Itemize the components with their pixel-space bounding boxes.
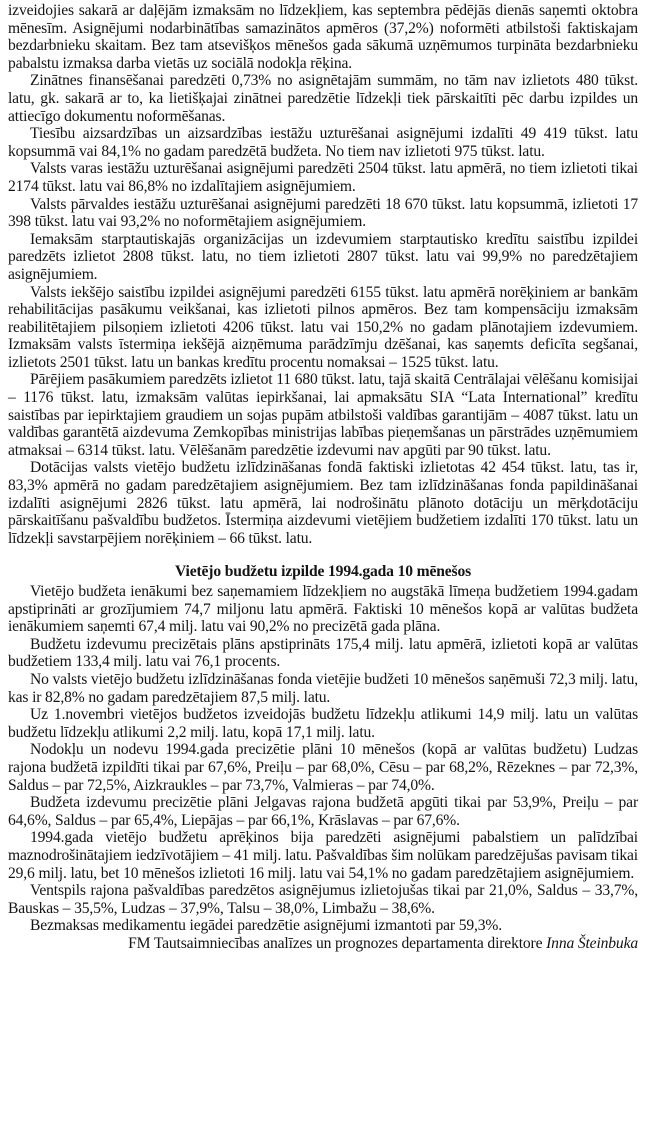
paragraph: Valsts iekšējo saistību izpildei asignējumi paredzēti 6155 tūkst. latu apmērā norēķiniem ar bankām rehabilitācijas pasākumu veikšanai, kas izlietoti pilnos apmēros. Bez tam kompensāciju izmaksām reabilitētajiem pilsoņiem izlietoti 4206 tūkst. latu vai 150,2% no gadam plānotajiem izdevumiem. Izmaksām valsts īstermiņa iekšējā aizņēmuma parādzīmju dzēšanai, kas saņemts deficīta segšanai, izlietots 2501 tūkst. latu un bankas kredītu procentu nomaksai – 1525 tūkst. latu. [8, 283, 638, 371]
paragraph: Budžeta izdevumu precizētie plāni Jelgavas rajona budžetā apgūti tikai par 53,9%, Preiļu – par 64,6%, Saldus – par 65,4%, Liepājas – par 66,1%, Krāslavas – par 67,6%. [8, 794, 638, 829]
paragraph: Dotācijas valsts vietējo budžetu izlīdzināšanas fondā faktiski izlietotas 42 454 tūkst. latu, tas ir, 83,3% apmērā no gadam paredzētajiem asignējumiem. Bez tam izlīdzināšanas fonda papildināšanai izdalīti asignējumi 2826 tūkst. latu apmērā, lai nodrošinātu plānoto dotāciju un mērķdotāciju pārskaitīšanu pašvaldību budžetos. Īstermiņa aizdevumi vietējiem budžetiem izdalīti 170 tūkst. latu un līdzekļi savstarpējiem norēķiniem – 66 tūkst. latu. [8, 459, 638, 547]
paragraph: 1994.gada vietējo budžetu aprēķinos bija paredzēti asignējumi pabalstiem un palīdzībai maznodrošinātajiem iedzīvotājiem – 41 milj. latu. Pašvaldības šim nolūkam paredzējušas pavisam tikai 29,6 milj. latu, bet 10 mēnešos izlietoti 16 milj. latu vai 54,1% no gadam paredzētajiem asignējumiem. [8, 829, 638, 882]
paragraph: Pārējiem pasākumiem paredzēts izlietot 11 680 tūkst. latu, tajā skaitā Centrālajai vēlēšanu komisijai – 1176 tūkst. latu, izmaksām valūtas iepirkšanai, lai apmaksātu SIA “Lata International” kredītu saistības par iepirktajiem graudiem un sojas pupām atbilstoši valdības garantijām – 4087 tūkst. latu un valdības garantētā aizdevuma Zemkopības ministrijas labības pieņemšanas un pārstrādes uzņēmumiem atmaksai – 6314 tūkst. latu. Vēlēšanām paredzētie izdevumi nav apgūti par 90 tūkst. latu. [8, 371, 638, 459]
paragraph: Uz 1.novembri vietējos budžetos izveidojās budžetu līdzekļu atlikumi 14,9 milj. latu un valūtas budžetu līdzekļu atlikumi 2,2 milj. latu, kopā 17,1 milj. latu. [8, 706, 638, 741]
author-name: Inna Šteinbuka [546, 934, 638, 952]
paragraph: Iemaksām starptautiskajās organizācijas un izdevumiem starptautisko kredītu saistību izpildei paredzēts izlietot 2808 tūkst. latu, no tiem izlietoti 2807 tūkst. latu vai 99,9% no paredzētajiem asignējumiem. [8, 230, 638, 283]
section-heading: Vietējo budžetu izpilde 1994.gada 10 mēnešos [174, 563, 472, 581]
paragraph: Bezmaksas medikamentu iegādei paredzētie asignējumi izmantoti par 59,3%. [30, 917, 503, 935]
signature-text: FM Tautsaimniecības analīzes un prognozes departamenta direktore [128, 934, 543, 952]
paragraph: Budžetu izdevumu precizētais plāns apstiprināts 175,4 milj. latu apmērā, izlietoti kopā ar valūtas budžetiem 133,4 milj. latu vai 76,1 procents. [8, 635, 638, 671]
paragraph: Zinātnes finansēšanai paredzēti 0,73% no asignētajām summām, no tām nav izlietots 480 tūkst. latu, gk. sakarā ar to, ka lietišķajai zinātnei paredzētie līdzekļi tiek pārskaitīti pēc darbu izpildes un attiecīgo dokumentu noformēšanas. [8, 72, 638, 125]
paragraph: No valsts vietējo budžetu izlīdzināšanas fonda vietējie budžeti 10 mēnešos saņēmuši 72,3 milj. latu, kas ir 82,8% no gadam paredzētajiem 87,5 milj. latu. [8, 670, 638, 706]
paragraph: izveidojies sakarā ar daļējām izmaksām no līdzekļiem, kas septembra pēdējās dienās saņemti oktobra mēnesīm. Asignējumi nodarbinātības samazinātos apmēros (37,2%) noformēti atbilstoši faktiskajam bezdarbnieku skaitam. Bez tam atsevišķos mēnešos gada sākumā uzņēmumos turpināta bezdarbnieku pabalstu izmaksa darba vietās uz sociālā nodokļa rēķina. [8, 2, 638, 72]
paragraph: Valsts pārvaldes iestāžu uzturēšanai asignējumi paredzēti 18 670 tūkst. latu kopsummā, izlietoti 17 398 tūkst. latu vai 93,2% no noformētajiem asignējumiem. [8, 195, 638, 231]
signature [8, 935, 638, 953]
paragraph: Ventspils rajona pašvaldības paredzētos asignējumus izlietojušas tikai par 21,0%, Saldus – 33,7%, Bauskas – 35,5%, Ludzas – 37,9%, Talsu – 38,0%, Limbažu – 38,6%. [8, 882, 638, 917]
paragraph: Nodokļu un nodevu 1994.gada precizētie plāni 10 mēnešos (kopā ar valūtas budžetu) Ludzas rajona budžetā izpildīti tikai par 67,6%, Preiļu – par 68,0%, Cēsu – par 68,2%, Rēzeknes – par 72,3%, Saldus – par 72,5%, Aizkraukles – par 73,7%, Valmieras – par 74,0%. [8, 741, 638, 794]
paragraph: Tiesību aizsardzības un aizsardzības iestāžu uzturēšanai asignējumi izdalīti 49 419 tūkst. latu kopsummā vai 84,1% no gadam paredzētā budžeta. No tiem nav izlietoti 975 tūkst. latu. [8, 125, 638, 160]
paragraph: Valsts varas iestāžu uzturēšanai asignējumi paredzēti 2504 tūkst. latu apmērā, no tiem izlietoti tikai 2174 tūkst. latu vai 86,8% no izdalītajiem asignējumiem. [8, 160, 638, 195]
paragraph: Vietējo budžeta ienākumi bez saņemamiem līdzekļiem no augstākā līmeņa budžetiem 1994.gadam apstiprināti ar grozījumiem 74,7 miljonu latu apmērā. Faktiski 10 mēnešos kopā ar valūtas budžeta ienākumiem saņemti 67,4 milj. latu vai 90,2% no precizētā gada plāna. [8, 583, 638, 636]
